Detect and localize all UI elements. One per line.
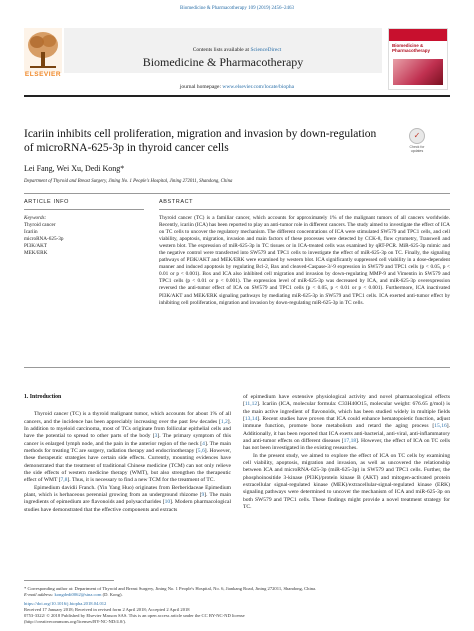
body-paragraph: Thyroid cancer (TC) is a thyroid malignant tumor, which accounts for about 1% of all cancers, and the incidence has been appreciably increasing over the past few decades [1,2]. In addition to myeloid carcinoma, most of TCs originate from follicular epithelial cells and have the potential to spread to other parts of the body [3]. The primary symptom of this cancer is enlarged lymph node, and the pain in the anterior region of the neck [4]. The main methods for treating TC are surgery, radiation therapy and endocrinotherapy [5,6]. However, these therapeutic strategies have certain side effects. Currently, mounting evidences have demonstrated that the treatment of traditional Chinese medicine (TCM) can not only relieve the side effects of western medicine therapy (WMT), but also strengthen the therapeutic effect of WMT [7,8]. Thus, it is necessary to find a new TCM for the treatment of TC. [24, 411, 231, 484]
affiliation: Department of Thyroid and Breast Surgery, Jining No. 1 People's Hospital, Jining 272011, Shandong, China [24, 179, 233, 184]
cover-image [393, 59, 443, 85]
header-rule [24, 95, 450, 97]
elsevier-tree-logo [24, 28, 62, 73]
section-heading-introduction: 1. Introduction [24, 394, 62, 400]
abstract-heading: ABSTRACT [159, 199, 194, 205]
citation-link[interactable]: 10 [164, 499, 171, 506]
journal-name: Biomedicine & Pharmacotherapy [142, 55, 304, 69]
footnote-block [24, 586, 450, 626]
received-dates: Received 17 January 2018; Received in revised form 2 April 2018; Accepted 2 April 2018 [24, 607, 190, 613]
journal-cover-thumbnail [388, 28, 448, 90]
email-suffix: (D. Kong). [101, 592, 123, 598]
email-link[interactable]: kongdedi0062@sina.com [54, 592, 102, 598]
sciencedirect-link[interactable]: ScienceDirect [250, 47, 282, 53]
abstract-text: Thyroid cancer (TC) is a familiar cancer, which accounts for approximately 1% of the malignant tumors of all cancers worldwide. Recently, icariin (ICA) has been reported to play an anti-tumor role in different cancers. The study aimed to investigate the effect of ICA on TC cells to uncover the regulatory mechanism. The different concentrations of ICA were stimulated SW579 and TPC1 cells, and cell viability, apoptosis, migration, invasion and main factors of these processes were detected by CCK-8, flow cytometry, Transwell and western blot. The expression of miR-625-3p in TC tissues or in ICA-treated cells was examined by qRT-PCR. MiR-625-3p mimic and the negative control were transfected into SW579 and TPC1 cells to investigate the effect of miR-625-3p on TC. Finally, the signaling pathways of PI3K/AKT and MEK/ERK were examined by western blot. ICA significantly suppressed cell viability in a dose-dependent manner and induced apoptosis by regulating Bcl-2, Bax and cleaved-Caspase-3/-9 expression in SW579 and TPC1 cells (p < 0.05, p < 0.01 or p < 0.001). Box and ICA also inhibited cell migration and invasion by down-regulating MMP-9 and Vimentin in SW579 and TPC1 cells (p < 0.01 or p < 0.001). The expression level of miR-625-3p was decreased by ICA, and miR-625-3p overexpression reversed the anti-tumor effect of ICA on SW579 and TPC1 cells (p < 0.05, p < 0.01 or p < 0.001). Furthermore, ICA inactivated PI3K/AKT and MEK/ERK signaling pathways by mediating miR-625-3p in SW579 and TPC1 cells. ICA exerted anti-tumor effect by inhibiting cell proliferation, migration and invasion by down-regulating miR-625-3p in TC cells. [159, 215, 450, 306]
abstract-bottom-rule [24, 367, 450, 368]
check-for-updates-label: Check for updates [409, 145, 425, 153]
homepage-prefix: journal homepage: [179, 84, 223, 90]
license-url[interactable]: (http://creativecommons.org/licenses/BY-NC-ND/4.0/). [24, 619, 127, 625]
body-column-right [243, 394, 450, 512]
citation-link[interactable]: 17,18 [343, 438, 357, 445]
citation-link[interactable]: 7,8 [60, 477, 68, 484]
citation-link[interactable]: 1,2 [220, 418, 228, 425]
homepage-link[interactable]: www.elsevier.com/locate/biopha [222, 84, 295, 90]
running-head: Biomedicine & Pharmacotherapy 109 (2019) 2456–2463 [179, 6, 294, 11]
citation-link[interactable]: 5,6 [197, 448, 205, 455]
elsevier-wordmark: ELSEVIER [24, 71, 62, 78]
article-info-heading: ARTICLE INFO [24, 199, 69, 205]
abstract-sub-rule [159, 209, 450, 210]
keyword: Thyroid cancer [24, 222, 56, 228]
authors: Lei Fang, Wei Xu, Dedi Kong* [24, 164, 125, 173]
article-title: Icariin inhibits cell proliferation, migration and invasion by down-regulation of microRNA-625-3p in thyroid cancer cells [24, 128, 377, 154]
license-line: 0753-3322/ © 2018 Published by Elsevier Masson SAS. This is an open access article under the CC BY-NC-ND license [24, 613, 245, 619]
check-for-updates[interactable] [404, 128, 430, 153]
footnote-rule [24, 580, 114, 581]
info-top-rule [24, 193, 450, 194]
body-paragraph: In the present study, we aimed to explore the effect of ICA on TC cells by examining cell viability, apoptosis, migration and invasion, as well as uncovered the relationship between ICA and microRNA-625-3p (miR-625-3p) in SW579 and TPC1 cells. Further, the phosphoinositide 3-kinase (PI3K)/protein kinase B (AKT) and mitogen-activated protein extracellular signal-regulated kinase (MEK)/extracellular-signal-regulated kinase (ERK) signaling pathways were determined to uncover the mechanism of ICA and miR-625-3p on both SW579 and TPC1 cells. These findings might provide a novel treatment strategy for TC. [243, 452, 450, 511]
doi-link[interactable]: https://doi.org/10.1016/j.biopha.2018.04.012 [24, 601, 107, 607]
citation-link[interactable]: 11,12 [244, 401, 258, 408]
cover-title: Biomedicine & Pharmacotherapy [392, 43, 431, 53]
citation-link[interactable]: 4 [202, 440, 205, 447]
keywords-block [24, 215, 134, 257]
corresponding-author-note: * Corresponding author at: Department of Thyroid and Breast Surgery, Jining No. 1 People's Hospital, No. 6, Jiankang Road, Jining 272011, Shandong, China. [24, 586, 317, 591]
body-paragraph: Epimedium davidii Franch. (Yin Yang Huo) originates from Berberidaceae Epimedium plant, which is herbaceous perennial growing from an underground rhizome [9]. The main ingredients of epimedium are flavonoids and polysaccharides [10]. Modern pharmacological studies have demonstrated that the effective components and extracts [24, 484, 231, 513]
citation-link[interactable]: 13,14 [244, 416, 258, 423]
citation-link[interactable]: 3 [154, 433, 158, 440]
keywords-label: Keywords: [24, 215, 47, 221]
citation-link[interactable]: 9 [201, 492, 205, 499]
keyword: PI3K/AKT [24, 243, 48, 249]
keyword: Icariin [24, 229, 38, 235]
email-prefix: E-mail address: [24, 592, 55, 598]
info-sub-rule [24, 209, 144, 210]
crossmark-icon: ✓ [409, 128, 425, 144]
keyword: microRNA-625-3p [24, 236, 64, 242]
keyword: MEK/ERK [24, 250, 48, 256]
contents-prefix: Contents lists available at [192, 47, 251, 53]
body-paragraph: of epimedium have extensive physiological activity and novel pharmacological effects [11,12]. Icariin (ICA, molecular formula: C33H40O15, molecular weight: 676.65 g/mol) is the main active ingredient of flavonoids, which has been studied widely in multiple fields [13,14]. Recent studies have proven that ICA could enhance hematopoietic function, adjust immune function, promote bone metabolism and retard the aging process [15,16]. Additionally, it has been reported that ICA exerts anti-bacterial, anti-viral, anti-inflammatory and anti-tumor effects on different diseases [17,18]. However, the effect of ICA on TC cells has not been investigated in the existing researches. [243, 394, 450, 452]
cover-stripe [389, 29, 447, 41]
citation-link[interactable]: 15,16 [434, 423, 447, 430]
body-column-left [24, 394, 231, 514]
